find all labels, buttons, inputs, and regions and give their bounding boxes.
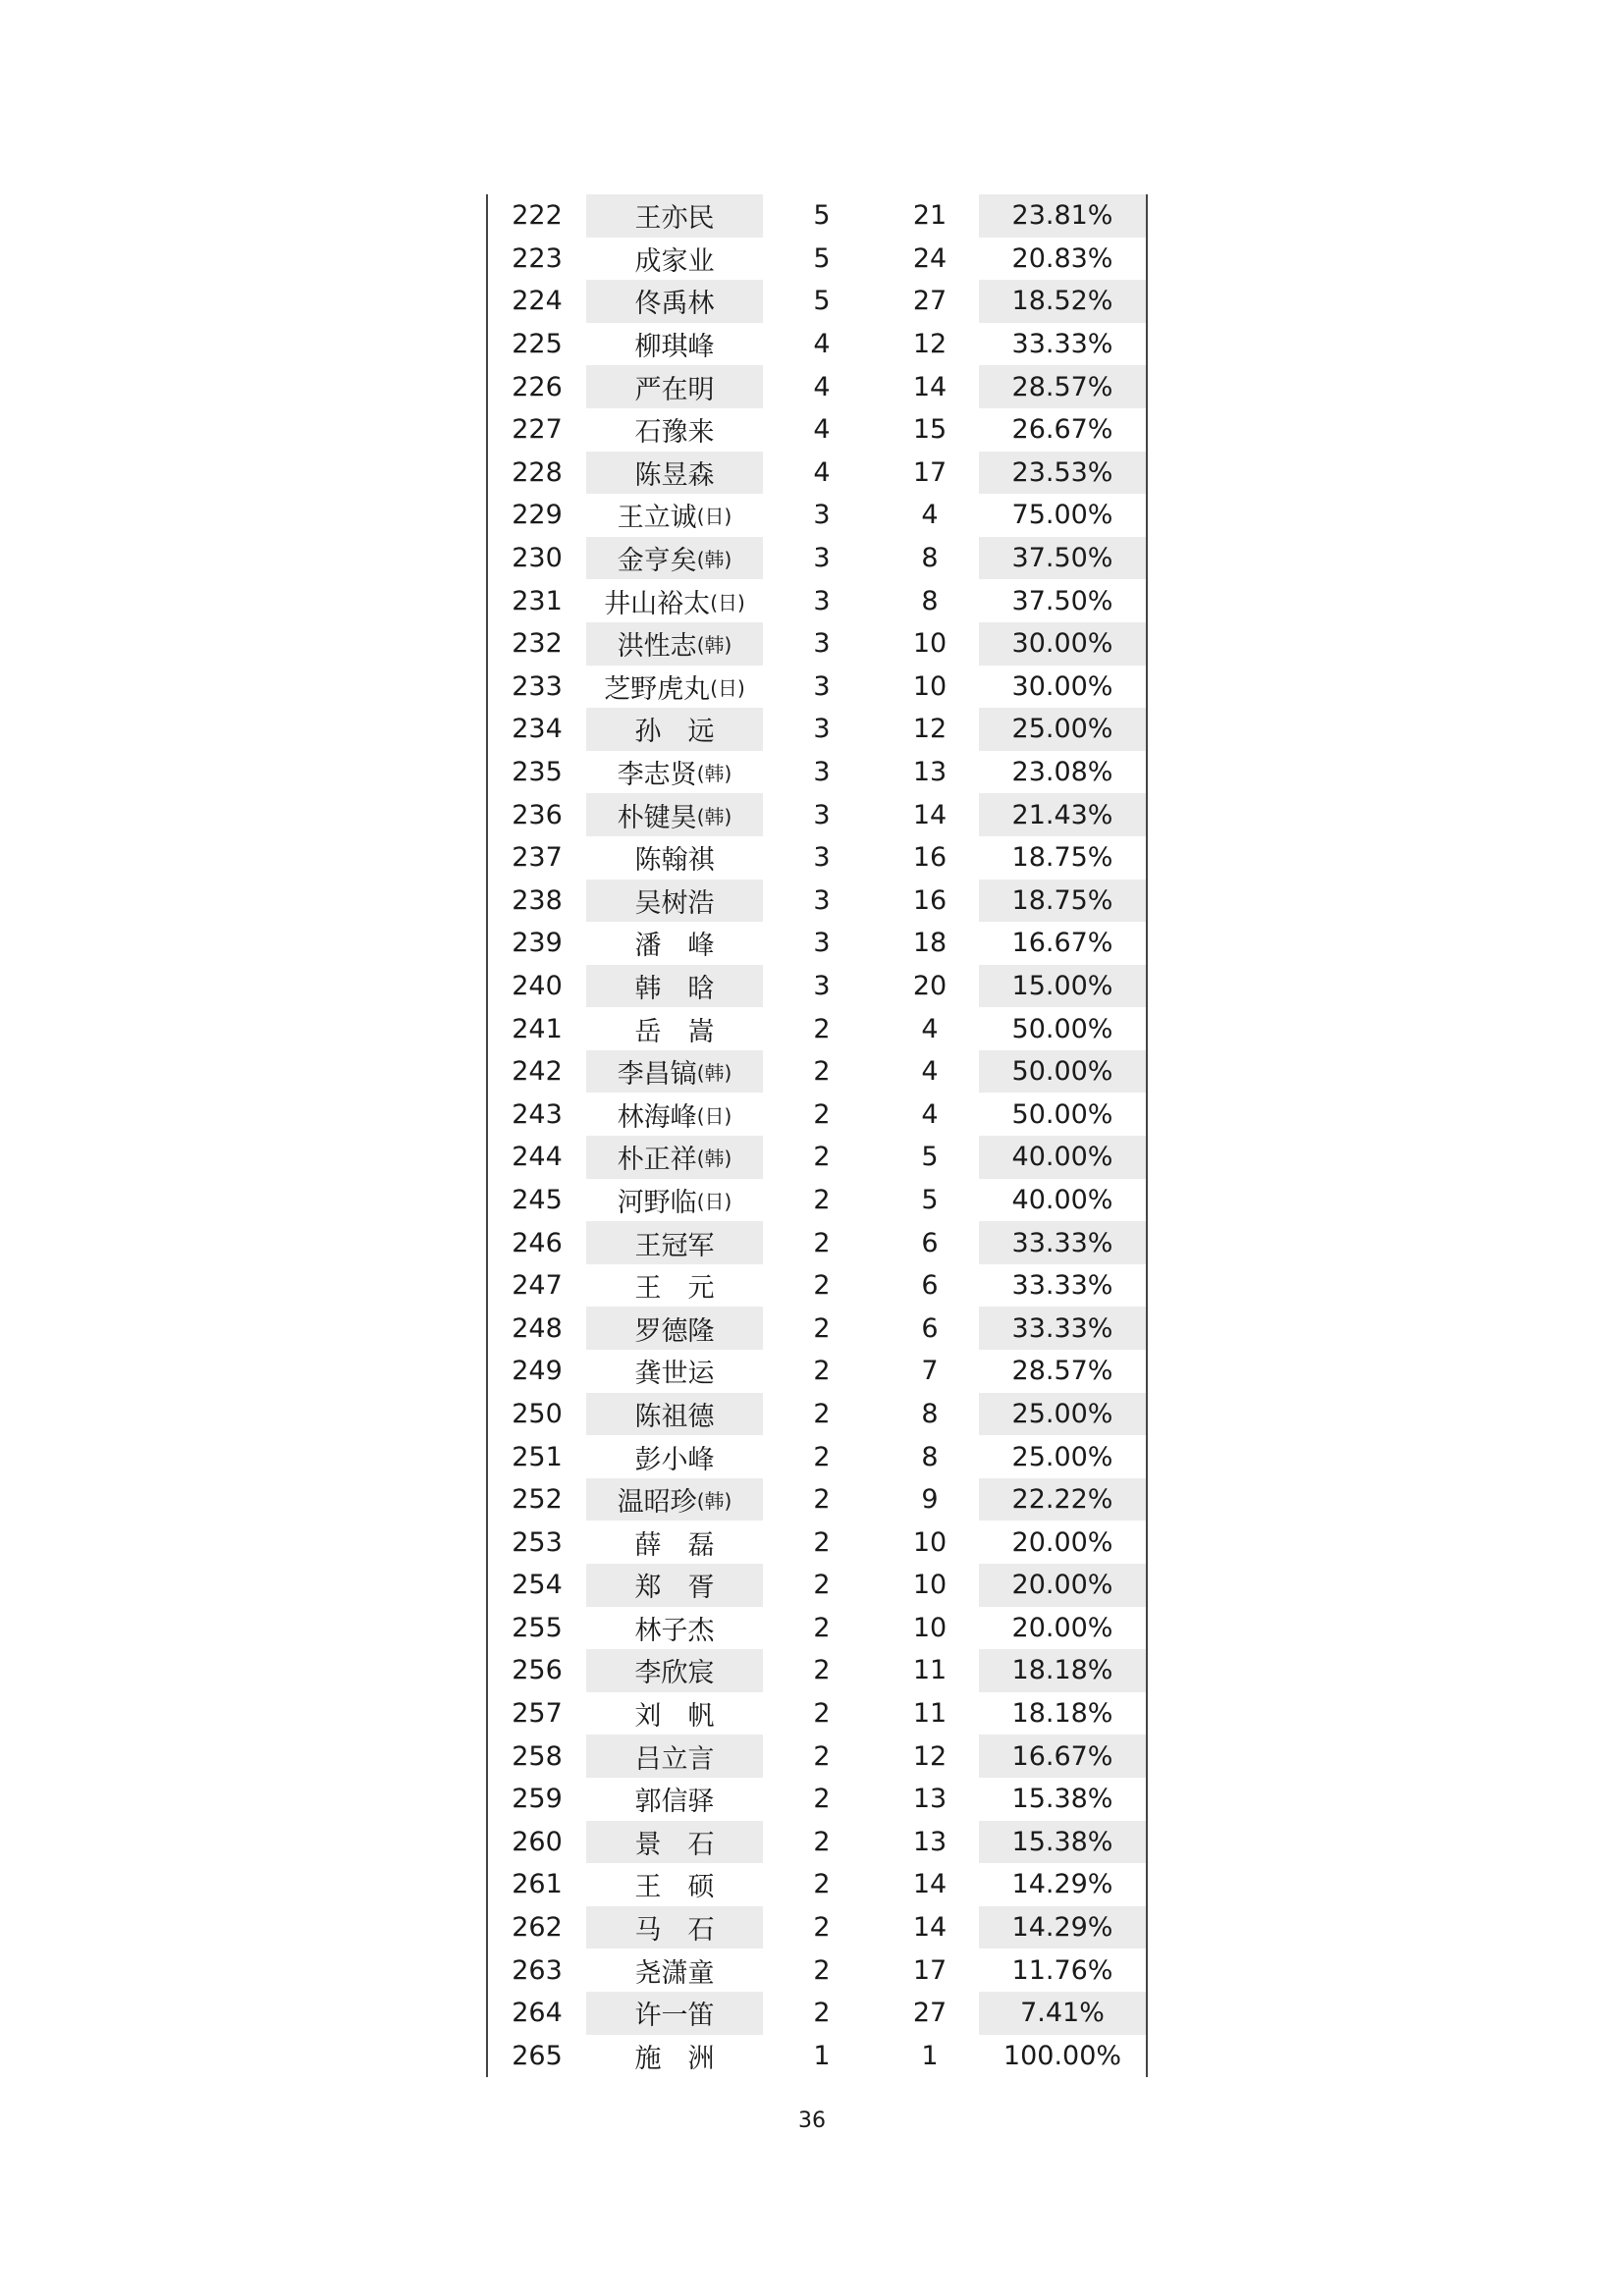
table-row (488, 1607, 1146, 1650)
win-rate-cell: 50.00% (1011, 1013, 1113, 1044)
rank-cell: 236 (512, 799, 563, 830)
table-row (488, 1821, 1146, 1864)
games-cell: 21 (912, 200, 947, 232)
table-row (488, 1393, 1146, 1436)
wins-cell: 2 (813, 1013, 831, 1044)
rank-cell: 251 (512, 1441, 563, 1472)
games-cell: 11 (912, 1698, 947, 1730)
win-rate-cell: 23.08% (1011, 757, 1113, 788)
wins-cell: 2 (813, 1869, 831, 1900)
table-row (488, 1478, 1146, 1522)
wins-cell: 5 (813, 242, 831, 274)
rank-cell: 239 (512, 928, 563, 959)
win-rate-cell: 28.57% (1011, 1356, 1113, 1387)
games-cell: 8 (921, 1398, 939, 1429)
games-cell: 10 (912, 670, 947, 702)
table-row (488, 1307, 1146, 1350)
games-cell: 10 (912, 1612, 947, 1643)
table-row (488, 537, 1146, 580)
nationality-note: (日) (710, 590, 745, 614)
name-cell: 芝野虎丸 (日) (604, 673, 745, 705)
win-rate-cell: 22.22% (979, 1478, 1146, 1522)
name-cell: 罗德隆 (586, 1307, 763, 1350)
rank-cell: 258 (512, 1740, 563, 1772)
rank-cell: 233 (512, 670, 563, 702)
games-cell: 4 (921, 1056, 939, 1088)
games-cell: 6 (921, 1227, 939, 1258)
win-rate-cell: 25.00% (979, 1393, 1146, 1436)
wins-cell: 2 (813, 1312, 831, 1344)
wins-cell: 2 (813, 1612, 831, 1643)
win-rate-cell: 30.00% (979, 622, 1146, 666)
table-row (488, 1179, 1146, 1222)
name-cell: 严在明 (586, 365, 763, 408)
page-number: 36 (798, 2109, 826, 2133)
games-cell: 14 (912, 371, 947, 402)
nationality-note: (日) (710, 675, 745, 700)
table-row (488, 965, 1146, 1008)
name-cell: 潘 峰 (634, 931, 715, 962)
games-cell: 14 (912, 799, 947, 830)
table-row (488, 1136, 1146, 1179)
table-row (488, 1863, 1146, 1906)
wins-cell: 2 (813, 1098, 831, 1130)
rank-cell: 229 (512, 500, 563, 531)
table-row (488, 751, 1146, 794)
wins-cell: 3 (813, 500, 831, 531)
win-rate-cell: 23.81% (979, 194, 1146, 238)
win-rate-cell: 18.52% (979, 280, 1146, 323)
games-cell: 13 (912, 757, 947, 788)
wins-cell: 5 (813, 200, 831, 232)
table-row (488, 1735, 1146, 1778)
rank-cell: 264 (512, 1998, 563, 2029)
win-rate-cell: 33.33% (1011, 329, 1113, 360)
win-rate-cell: 7.41% (979, 1992, 1146, 2035)
name-cell: 王冠军 (586, 1221, 763, 1264)
rank-cell: 228 (512, 456, 563, 488)
games-cell: 4 (921, 1013, 939, 1044)
name-cell: 岳 嵩 (634, 1016, 715, 1047)
win-rate-cell: 28.57% (979, 365, 1146, 408)
wins-cell: 4 (813, 456, 831, 488)
wins-cell: 2 (813, 1912, 831, 1944)
wins-cell: 3 (813, 757, 831, 788)
win-rate-cell: 20.00% (1011, 1612, 1113, 1643)
name-cell: 朴键昊 (韩) (586, 793, 763, 836)
rank-cell: 230 (512, 543, 563, 574)
games-cell: 8 (921, 543, 939, 574)
wins-cell: 2 (813, 1184, 831, 1215)
table-row (488, 1564, 1146, 1607)
name-cell: 尧潇童 (634, 1957, 715, 1989)
rank-cell: 254 (512, 1570, 563, 1601)
rank-cell: 249 (512, 1356, 563, 1387)
table-row (488, 880, 1146, 923)
table-row (488, 1350, 1146, 1393)
wins-cell: 4 (813, 414, 831, 446)
rank-cell: 265 (512, 2040, 563, 2071)
table-row (488, 2035, 1146, 2078)
win-rate-cell: 15.38% (979, 1821, 1146, 1864)
rank-cell: 257 (512, 1698, 563, 1730)
name-cell: 马 石 (586, 1906, 763, 1949)
games-cell: 27 (912, 1998, 947, 2029)
games-cell: 4 (921, 1098, 939, 1130)
games-cell: 8 (921, 585, 939, 616)
games-cell: 1 (921, 2040, 939, 2071)
wins-cell: 3 (813, 799, 831, 830)
wins-cell: 3 (813, 842, 831, 874)
win-rate-cell: 20.00% (979, 1564, 1146, 1607)
name-cell: 林子杰 (634, 1615, 715, 1646)
win-rate-cell: 15.00% (979, 965, 1146, 1008)
nationality-note: (日) (696, 1103, 732, 1128)
wins-cell: 2 (813, 1484, 831, 1516)
name-cell: 施 洲 (634, 2043, 715, 2074)
wins-cell: 4 (813, 329, 831, 360)
rank-cell: 260 (512, 1826, 563, 1857)
name-cell: 井山裕太 (日) (604, 588, 745, 619)
name-cell: 朴正祥 (韩) (586, 1136, 763, 1179)
name-cell: 吴树浩 (586, 880, 763, 923)
games-cell: 12 (912, 1740, 947, 1772)
win-rate-cell: 18.18% (1011, 1698, 1113, 1730)
table-row (488, 666, 1146, 709)
nationality-note: (韩) (696, 1147, 732, 1171)
table-row (488, 622, 1146, 666)
win-rate-cell: 30.00% (1011, 670, 1113, 702)
rank-cell: 238 (512, 884, 563, 916)
name-cell: 柳琪峰 (634, 332, 715, 363)
games-cell: 18 (912, 928, 947, 959)
name-cell: 金亨矣 (韩) (586, 537, 763, 580)
wins-cell: 2 (813, 1655, 831, 1686)
win-rate-cell: 40.00% (979, 1136, 1146, 1179)
nationality-note: (韩) (696, 548, 732, 572)
win-rate-cell: 16.67% (1011, 928, 1113, 959)
table-row (488, 194, 1146, 238)
rank-cell: 225 (512, 329, 563, 360)
win-rate-cell: 100.00% (1002, 2040, 1122, 2071)
stats-table (486, 194, 1148, 2077)
games-cell: 9 (921, 1484, 939, 1516)
games-cell: 17 (912, 456, 947, 488)
nationality-note: (韩) (696, 633, 732, 658)
win-rate-cell: 20.00% (1011, 1526, 1113, 1558)
name-cell: 龚世运 (634, 1359, 715, 1390)
table-row (488, 408, 1146, 452)
wins-cell: 2 (813, 1270, 831, 1302)
games-cell: 10 (912, 1570, 947, 1601)
win-rate-cell: 37.50% (979, 537, 1146, 580)
wins-cell: 2 (813, 1954, 831, 1986)
name-cell: 许一笛 (586, 1992, 763, 2035)
games-cell: 27 (912, 286, 947, 317)
rank-cell: 255 (512, 1612, 563, 1643)
table-row (488, 793, 1146, 836)
win-rate-cell: 18.75% (1011, 842, 1113, 874)
table-row (488, 323, 1146, 366)
name-cell: 王 硕 (634, 1872, 715, 1903)
table-row (488, 1649, 1146, 1692)
win-rate-cell: 18.18% (979, 1649, 1146, 1692)
name-cell: 陈祖德 (586, 1393, 763, 1436)
games-cell: 6 (921, 1270, 939, 1302)
table-row (488, 1221, 1146, 1264)
games-cell: 5 (921, 1184, 939, 1215)
name-cell: 石豫来 (634, 417, 715, 449)
games-cell: 14 (912, 1869, 947, 1900)
wins-cell: 2 (813, 1698, 831, 1730)
wins-cell: 2 (813, 1570, 831, 1601)
table-row (488, 280, 1146, 323)
win-rate-cell: 37.50% (1011, 585, 1113, 616)
games-cell: 13 (912, 1826, 947, 1857)
rank-cell: 253 (512, 1526, 563, 1558)
rank-cell: 234 (512, 714, 563, 745)
nationality-note: (日) (696, 1189, 732, 1213)
wins-cell: 3 (813, 628, 831, 660)
name-cell: 孙 远 (586, 708, 763, 751)
rank-cell: 262 (512, 1912, 563, 1944)
rank-cell: 242 (512, 1056, 563, 1088)
table-row (488, 1949, 1146, 1992)
table-row (488, 1992, 1146, 2035)
win-rate-cell: 23.53% (979, 452, 1146, 495)
wins-cell: 2 (813, 1056, 831, 1088)
games-cell: 12 (912, 714, 947, 745)
name-cell: 佟禹林 (586, 280, 763, 323)
games-cell: 10 (912, 1526, 947, 1558)
rank-cell: 252 (512, 1484, 563, 1516)
win-rate-cell: 50.00% (979, 1050, 1146, 1094)
rank-cell: 256 (512, 1655, 563, 1686)
nationality-note: (韩) (696, 804, 732, 828)
win-rate-cell: 11.76% (1011, 1954, 1113, 1986)
table-row (488, 1692, 1146, 1735)
name-cell: 成家业 (634, 245, 715, 277)
rank-cell: 235 (512, 757, 563, 788)
rank-cell: 259 (512, 1784, 563, 1815)
games-cell: 14 (912, 1912, 947, 1944)
wins-cell: 3 (813, 543, 831, 574)
games-cell: 10 (912, 628, 947, 660)
name-cell: 韩 晗 (586, 965, 763, 1008)
table-row (488, 1050, 1146, 1094)
rank-cell: 237 (512, 842, 563, 874)
win-rate-cell: 20.83% (1011, 242, 1113, 274)
games-cell: 13 (912, 1784, 947, 1815)
rank-cell: 240 (512, 970, 563, 1001)
wins-cell: 2 (813, 1784, 831, 1815)
table-row (488, 452, 1146, 495)
rank-cell: 232 (512, 628, 563, 660)
name-cell: 王亦民 (586, 194, 763, 238)
rank-cell: 245 (512, 1184, 563, 1215)
games-cell: 16 (912, 842, 947, 874)
win-rate-cell: 50.00% (1011, 1098, 1113, 1130)
nationality-note: (韩) (696, 1489, 732, 1514)
name-cell: 温昭珍 (韩) (586, 1478, 763, 1522)
win-rate-cell: 16.67% (979, 1735, 1146, 1778)
win-rate-cell: 33.33% (979, 1221, 1146, 1264)
games-cell: 5 (921, 1142, 939, 1173)
table-row (488, 922, 1146, 965)
win-rate-cell: 25.00% (1011, 1441, 1113, 1472)
name-cell: 刘 帆 (634, 1701, 715, 1733)
win-rate-cell: 25.00% (979, 708, 1146, 751)
name-cell: 李志贤 (韩) (617, 760, 732, 791)
rank-cell: 248 (512, 1312, 563, 1344)
table-row (488, 365, 1146, 408)
table-row (488, 708, 1146, 751)
win-rate-cell: 26.67% (1011, 414, 1113, 446)
wins-cell: 2 (813, 1227, 831, 1258)
rank-cell: 223 (512, 242, 563, 274)
games-cell: 12 (912, 329, 947, 360)
games-cell: 17 (912, 1954, 947, 1986)
rank-cell: 243 (512, 1098, 563, 1130)
table-row (488, 579, 1146, 622)
name-cell: 景 石 (586, 1821, 763, 1864)
rank-cell: 241 (512, 1013, 563, 1044)
win-rate-cell: 14.29% (1011, 1869, 1113, 1900)
name-cell: 彭小峰 (634, 1444, 715, 1475)
rank-cell: 246 (512, 1227, 563, 1258)
wins-cell: 4 (813, 371, 831, 402)
nationality-note: (日) (696, 505, 732, 529)
table-row (488, 1435, 1146, 1478)
name-cell: 林海峰 (日) (617, 1101, 732, 1133)
nationality-note: (韩) (696, 762, 732, 786)
rank-cell: 247 (512, 1270, 563, 1302)
games-cell: 20 (912, 970, 947, 1001)
wins-cell: 2 (813, 1142, 831, 1173)
rank-cell: 231 (512, 585, 563, 616)
win-rate-cell: 75.00% (1011, 500, 1113, 531)
wins-cell: 2 (813, 1526, 831, 1558)
nationality-note: (韩) (696, 1061, 732, 1086)
name-cell: 李昌镐 (韩) (586, 1050, 763, 1094)
wins-cell: 2 (813, 1398, 831, 1429)
table-row (488, 238, 1146, 281)
win-rate-cell: 33.33% (979, 1307, 1146, 1350)
wins-cell: 3 (813, 585, 831, 616)
games-cell: 6 (921, 1312, 939, 1344)
games-cell: 11 (912, 1655, 947, 1686)
win-rate-cell: 40.00% (1011, 1184, 1113, 1215)
table-row (488, 1264, 1146, 1308)
rank-cell: 263 (512, 1954, 563, 1986)
wins-cell: 3 (813, 670, 831, 702)
win-rate-cell: 18.75% (979, 880, 1146, 923)
wins-cell: 3 (813, 884, 831, 916)
games-cell: 16 (912, 884, 947, 916)
wins-cell: 2 (813, 1826, 831, 1857)
table-row (488, 1778, 1146, 1821)
name-cell: 陈翰祺 (634, 845, 715, 877)
games-cell: 7 (921, 1356, 939, 1387)
name-cell: 吕立言 (586, 1735, 763, 1778)
wins-cell: 2 (813, 1356, 831, 1387)
rank-cell: 226 (512, 371, 563, 402)
wins-cell: 2 (813, 1441, 831, 1472)
name-cell: 薛 磊 (634, 1529, 715, 1561)
name-cell: 陈昱森 (586, 452, 763, 495)
name-cell: 郑 胥 (586, 1564, 763, 1607)
rank-cell: 224 (512, 286, 563, 317)
win-rate-cell: 15.38% (1011, 1784, 1113, 1815)
games-cell: 4 (921, 500, 939, 531)
games-cell: 8 (921, 1441, 939, 1472)
rank-cell: 244 (512, 1142, 563, 1173)
win-rate-cell: 21.43% (979, 793, 1146, 836)
rank-cell: 250 (512, 1398, 563, 1429)
wins-cell: 2 (813, 1740, 831, 1772)
table-row (488, 494, 1146, 537)
wins-cell: 3 (813, 928, 831, 959)
table-row (488, 1906, 1146, 1949)
win-rate-cell: 33.33% (1011, 1270, 1113, 1302)
name-cell: 李欣宸 (586, 1649, 763, 1692)
wins-cell: 3 (813, 970, 831, 1001)
wins-cell: 1 (813, 2040, 831, 2071)
wins-cell: 2 (813, 1998, 831, 2029)
rank-cell: 227 (512, 414, 563, 446)
table-row (488, 1521, 1146, 1564)
name-cell: 河野临 (日) (617, 1187, 732, 1218)
wins-cell: 5 (813, 286, 831, 317)
wins-cell: 3 (813, 714, 831, 745)
rank-cell: 261 (512, 1869, 563, 1900)
name-cell: 王立诚 (日) (617, 503, 732, 534)
rank-cell: 222 (512, 200, 563, 232)
name-cell: 郭信驿 (634, 1787, 715, 1818)
table-row (488, 836, 1146, 880)
table-row (488, 1093, 1146, 1136)
name-cell: 王 元 (634, 1273, 715, 1305)
name-cell: 洪性志 (韩) (586, 622, 763, 666)
win-rate-cell: 14.29% (979, 1906, 1146, 1949)
games-cell: 24 (912, 242, 947, 274)
table-row (488, 1007, 1146, 1050)
games-cell: 15 (912, 414, 947, 446)
